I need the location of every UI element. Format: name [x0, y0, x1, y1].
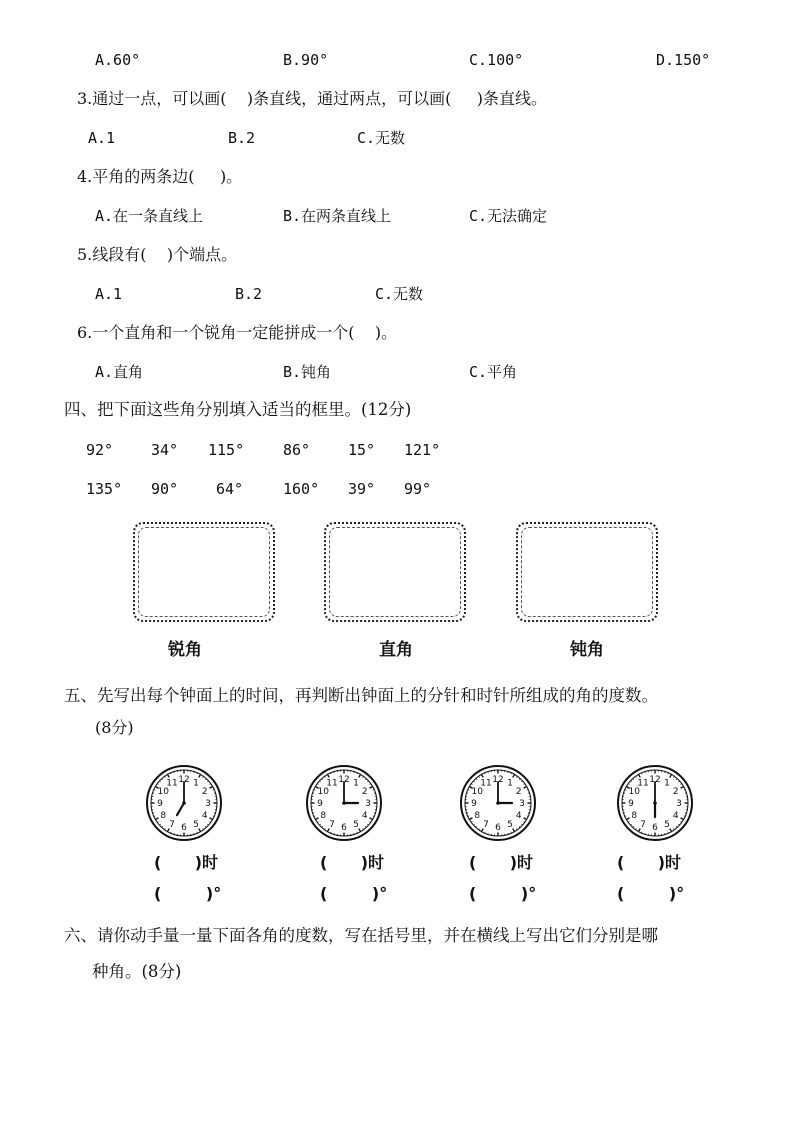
clock-number: 6 — [181, 823, 187, 834]
clock-tick — [162, 826, 163, 827]
clock-tick — [523, 784, 524, 785]
clock-tick — [633, 826, 634, 827]
degree-answer-blank[interactable]: ( )° — [154, 884, 222, 903]
angle-value: 64° — [216, 480, 244, 498]
clock-number: 5 — [664, 819, 670, 830]
clock-center-dot — [342, 801, 346, 805]
clock-face — [145, 764, 223, 842]
clock-number: 1 — [664, 778, 670, 789]
clock-number: 8 — [160, 811, 167, 822]
section6-title-line2: 种角。(8分) — [92, 962, 182, 981]
clock-center-dot — [182, 801, 186, 805]
clock-tick — [674, 776, 675, 777]
clock-tick — [322, 826, 323, 827]
right-angle-box[interactable] — [324, 522, 466, 622]
q4-text: 4.平角的两条边( )。 — [77, 167, 243, 186]
clock-tick — [473, 781, 474, 782]
section5-points: (8分) — [95, 718, 134, 737]
q3-text: 3.通过一点，可以画( )条直线，通过两点，可以画( )条直线。 — [77, 89, 548, 108]
clock-tick — [519, 826, 520, 827]
angle-value: 15° — [348, 441, 376, 459]
clock-number: 8 — [320, 811, 327, 822]
angle-value: 135° — [86, 480, 123, 498]
clock-tick — [678, 781, 679, 782]
clock-tick — [209, 784, 210, 785]
clock-tick — [674, 828, 675, 829]
clock-tick — [199, 829, 201, 832]
clock-tick — [209, 822, 210, 823]
time-answer-blank[interactable]: ( )时 — [154, 853, 219, 872]
q5-option-c: C.无数 — [375, 285, 424, 303]
clock-tick — [630, 824, 631, 825]
clock-face — [459, 764, 537, 842]
clock-tick — [636, 828, 637, 829]
obtuse-angle-label: 钝角 — [570, 640, 604, 660]
clock-tick — [471, 784, 472, 785]
clock-number: 8 — [474, 811, 481, 822]
q2-option-a: A.60° — [95, 51, 141, 69]
q3-option-b: B.2 — [228, 129, 256, 147]
clock-number: 10 — [157, 787, 169, 798]
angle-value: 121° — [404, 441, 441, 459]
clock-number: 12 — [338, 775, 350, 786]
angle-value: 92° — [86, 441, 114, 459]
clock-number: 10 — [471, 787, 483, 798]
q2-option-d: D.150° — [656, 51, 711, 69]
degree-answer-blank[interactable]: ( )° — [320, 884, 388, 903]
clock-tick — [676, 826, 677, 827]
clock-tick — [315, 818, 318, 820]
clock-number: 4 — [201, 811, 208, 822]
clock-tick — [678, 824, 679, 825]
clock-tick — [473, 824, 474, 825]
angle-value: 160° — [283, 480, 320, 498]
clock-tick — [322, 778, 323, 779]
clock-tick — [328, 774, 330, 777]
clock-number: 5 — [507, 819, 513, 830]
clock-tick — [359, 829, 361, 832]
clock-number: 7 — [483, 819, 489, 830]
clock-tick — [199, 774, 201, 777]
clock-number: 2 — [515, 787, 522, 798]
clock-tick — [524, 818, 527, 820]
q4-option-b: B.在两条直线上 — [283, 207, 392, 225]
section5-title: 五、先写出每个钟面上的时间，再判断出钟面上的分针和时针所组成的角的度数。 — [64, 686, 658, 705]
clock-number: 12 — [178, 775, 190, 786]
angle-value: 90° — [151, 480, 179, 498]
q3-option-a: A.1 — [88, 129, 116, 147]
clock-number: 9 — [317, 799, 323, 810]
clock-tick — [157, 822, 158, 823]
clock-number: 6 — [652, 823, 658, 834]
clock-tick — [636, 776, 637, 777]
clock-number: 4 — [515, 811, 522, 822]
angle-value: 115° — [208, 441, 245, 459]
clock-tick — [630, 781, 631, 782]
clock-tick — [523, 822, 524, 823]
q5-option-a: A.1 — [95, 285, 123, 303]
obtuse-angle-box[interactable] — [516, 522, 658, 622]
clock-number: 1 — [193, 778, 199, 789]
clock-tick — [159, 824, 160, 825]
clock-number: 7 — [329, 819, 335, 830]
q6-option-a: A.直角 — [95, 363, 144, 381]
clock-tick — [519, 778, 520, 779]
clock-tick — [639, 774, 641, 777]
clock-tick — [210, 787, 213, 789]
angle-value: 34° — [151, 441, 179, 459]
clock-number: 3 — [205, 799, 211, 810]
clock-tick — [524, 787, 527, 789]
clock-tick — [681, 818, 684, 820]
clock-center-dot — [496, 801, 500, 805]
clock-tick — [168, 774, 170, 777]
clock-number: 1 — [353, 778, 359, 789]
clock-number: 2 — [361, 787, 368, 798]
clock-tick — [365, 826, 366, 827]
clock-tick — [670, 829, 672, 832]
clock-tick — [319, 781, 320, 782]
clock-tick — [369, 822, 370, 823]
clock-tick — [517, 828, 518, 829]
degree-answer-blank[interactable]: ( )° — [617, 884, 685, 903]
clock-number: 12 — [649, 775, 661, 786]
clock-tick — [205, 826, 206, 827]
clock-tick — [479, 828, 480, 829]
clock-tick — [162, 778, 163, 779]
q3-option-c: C.无数 — [357, 129, 406, 147]
hour-hand — [177, 803, 184, 815]
clock-number: 4 — [672, 811, 679, 822]
q6-option-b: B.钝角 — [283, 363, 332, 381]
clock-tick — [367, 824, 368, 825]
time-answer-blank[interactable]: ( )时 — [320, 853, 385, 872]
clock-number: 8 — [631, 811, 638, 822]
clock-tick — [469, 818, 472, 820]
clock-tick — [207, 824, 208, 825]
clock-number: 11 — [480, 778, 492, 789]
clock-tick — [207, 781, 208, 782]
clock-tick — [471, 822, 472, 823]
clock-number: 3 — [365, 799, 371, 810]
clock-tick — [476, 778, 477, 779]
clock-tick — [513, 774, 515, 777]
clock-number: 1 — [507, 778, 513, 789]
clock-number: 5 — [353, 819, 359, 830]
time-answer-blank[interactable]: ( )时 — [469, 853, 534, 872]
clock-number: 9 — [628, 799, 634, 810]
clock-tick — [319, 824, 320, 825]
clock-tick — [479, 776, 480, 777]
clock-number: 9 — [157, 799, 163, 810]
clock-tick — [628, 822, 629, 823]
q6-text: 6.一个直角和一个锐角一定能拼成一个( )。 — [77, 323, 398, 342]
clock-tick — [165, 776, 166, 777]
clock-tick — [670, 774, 672, 777]
clock-tick — [680, 784, 681, 785]
clock-tick — [517, 776, 518, 777]
clock-tick — [363, 776, 364, 777]
angle-value: 99° — [404, 480, 432, 498]
clock-face — [616, 764, 694, 842]
q4-option-c: C.无法确定 — [469, 207, 548, 225]
clock-number: 3 — [519, 799, 525, 810]
clock-tick — [370, 818, 373, 820]
clock-tick — [680, 822, 681, 823]
clock-tick — [521, 781, 522, 782]
clock-number: 10 — [317, 787, 329, 798]
clock-number: 6 — [341, 823, 347, 834]
clock-tick — [633, 778, 634, 779]
clock-number: 4 — [361, 811, 368, 822]
clock-number: 11 — [637, 778, 649, 789]
clock-tick — [203, 776, 204, 777]
clock-number: 5 — [193, 819, 199, 830]
clock-tick — [476, 826, 477, 827]
clock-tick — [359, 774, 361, 777]
clock-tick — [676, 778, 677, 779]
angle-value: 86° — [283, 441, 311, 459]
clock-tick — [325, 828, 326, 829]
clock-tick — [155, 818, 158, 820]
clock-number: 2 — [201, 787, 208, 798]
clock-number: 2 — [672, 787, 679, 798]
q2-option-c: C.100° — [469, 51, 524, 69]
clock-tick — [317, 822, 318, 823]
clock-number: 7 — [169, 819, 175, 830]
clock-number: 11 — [326, 778, 338, 789]
clock-tick — [521, 824, 522, 825]
clock-number: 11 — [166, 778, 178, 789]
q2-option-b: B.90° — [283, 51, 329, 69]
clock-tick — [626, 818, 629, 820]
q6-option-c: C.平角 — [469, 363, 518, 381]
angle-value: 39° — [348, 480, 376, 498]
clock-number: 9 — [471, 799, 477, 810]
clock-tick — [365, 778, 366, 779]
clock-tick — [205, 778, 206, 779]
clock-tick — [159, 781, 160, 782]
clock-center-dot — [653, 801, 657, 805]
clock-tick — [628, 784, 629, 785]
q5-option-b: B.2 — [235, 285, 263, 303]
q4-option-a: A.在一条直线上 — [95, 207, 204, 225]
clock-tick — [363, 828, 364, 829]
clock-face — [305, 764, 383, 842]
right-angle-label: 直角 — [379, 640, 413, 660]
degree-answer-blank[interactable]: ( )° — [469, 884, 537, 903]
clock-tick — [482, 774, 484, 777]
q5-text: 5.线段有( )个端点。 — [77, 245, 238, 264]
clock-number: 6 — [495, 823, 501, 834]
clock-tick — [367, 781, 368, 782]
clock-number: 10 — [628, 787, 640, 798]
clock-tick — [369, 784, 370, 785]
clock-tick — [157, 784, 158, 785]
clock-tick — [325, 776, 326, 777]
clock-number: 3 — [676, 799, 682, 810]
clock-tick — [681, 787, 684, 789]
clock-tick — [317, 784, 318, 785]
clock-tick — [370, 787, 373, 789]
clock-tick — [513, 829, 515, 832]
acute-angle-label: 锐角 — [168, 640, 202, 660]
section6-title-line1: 六、请你动手量一量下面各角的度数，写在括号里，并在横线上写出它们分别是哪 — [64, 926, 658, 945]
clock-tick — [165, 828, 166, 829]
clock-tick — [210, 818, 213, 820]
time-answer-blank[interactable]: ( )时 — [617, 853, 682, 872]
clock-tick — [203, 828, 204, 829]
clock-number: 7 — [640, 819, 646, 830]
clock-number: 12 — [492, 775, 504, 786]
acute-angle-box[interactable] — [133, 522, 275, 622]
section4-title: 四、把下面这些角分别填入适当的框里。(12分) — [64, 400, 412, 419]
